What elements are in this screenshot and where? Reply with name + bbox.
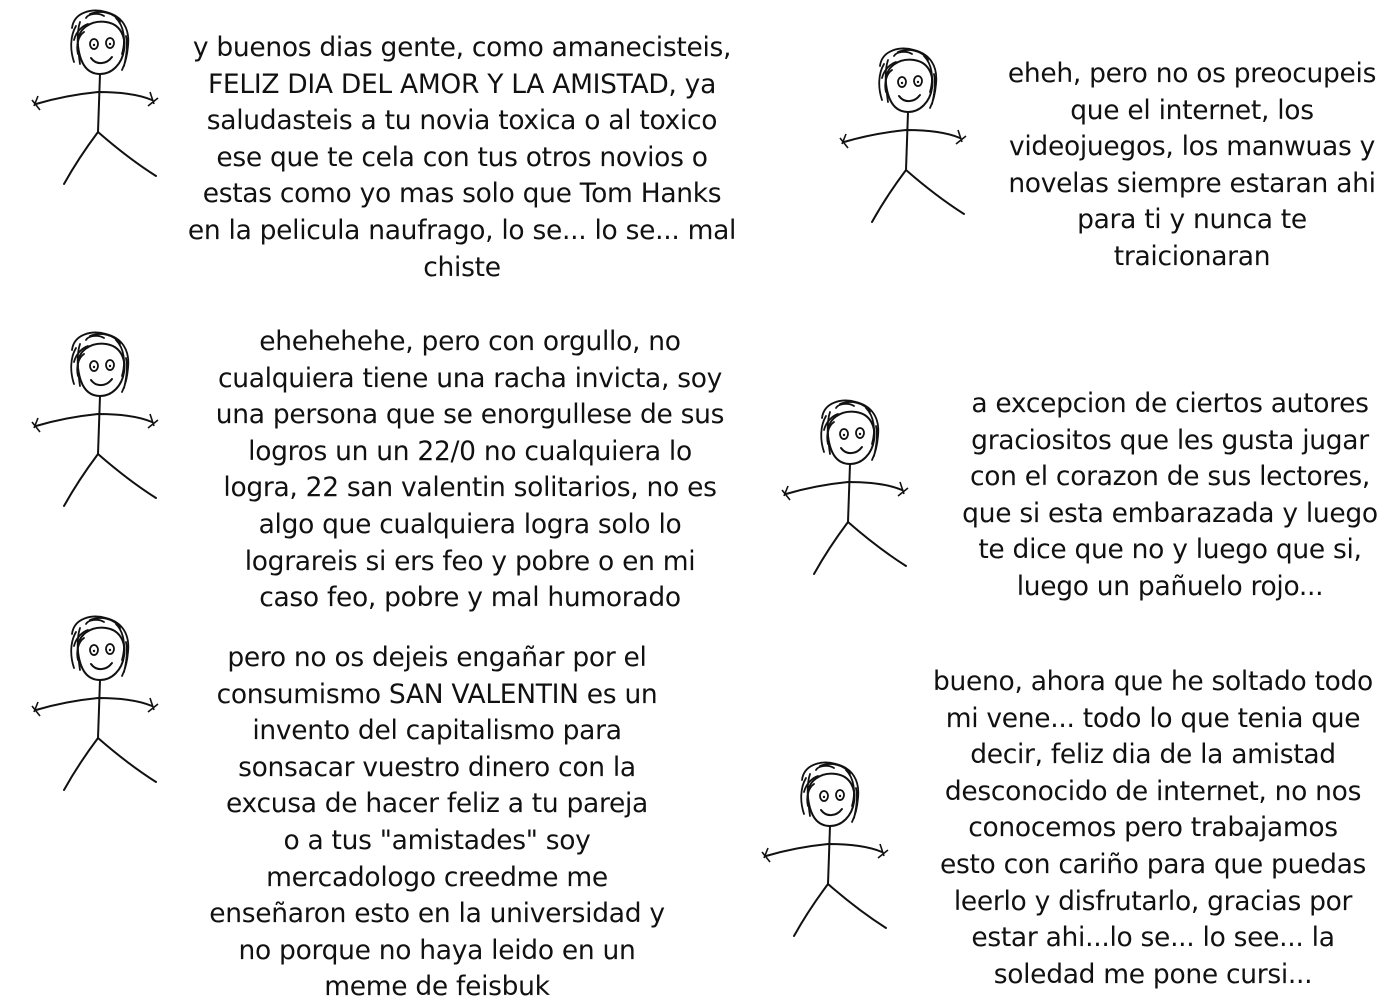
speech-text-5: pero no os dejeis engañar por el consumismo SAN VALENTIN es un invento del capitalismo para sonsacar vuestro dinero con la excusa de hacer feliz a tu pareja o a tus "amistades" soy mercadologo creedme me enseñaron esto en la universidad y no porque no haya leido en un meme de feisbuk — [209, 642, 665, 1003]
stick-figure-icon — [760, 758, 890, 938]
stick-figure-icon — [838, 44, 968, 224]
speech-text-3: ehehehehe, pero con orgullo, no cualquiera tiene una racha invicta, soy una persona que se enorgullese de sus logros un un 22/0 no cualquiera lo logra, 22 san valentin solitarios, no es algo que cualquiera logra solo lo lograreis si ers feo y pobre o en mi caso feo, pobre y mal humorado — [215, 326, 725, 614]
speech-text-6: bueno, ahora que he soltado todo mi vene... todo lo que tenia que decir, feliz dia de la amistad desconocido de internet, no nos conocemos pero trabajamos esto con cariño para que puedas leerlo y disfrutarlo, gracias por estar ahi...lo se... lo see... la soledad me pone cursi... — [933, 666, 1373, 990]
stick-figure-icon — [30, 328, 160, 508]
speech-text-1: y buenos dias gente, como amanecisteis, FELIZ DIA DEL AMOR Y LA AMISTAD, ya saludasteis a tu novia toxica o al toxico ese que te cela con tus otros novios o estas como yo mas solo que Tom Hanks en la pelicula naufrago, lo se... lo se... mal chiste — [187, 32, 737, 283]
stick-figure-icon — [30, 612, 160, 792]
speech-text-4: a excepcion de ciertos autores graciositos que les gusta jugar con el corazon de sus lectores, que si esta embarazada y luego te dice que no y luego que si, luego un pañuelo rojo... — [962, 388, 1378, 602]
stick-figure-icon — [30, 6, 160, 186]
speech-text-2: eheh, pero no os preocupeis que el internet, los videojuegos, los manwuas y novelas siempre estaran ahi para ti y nunca te traicionaran — [1007, 58, 1377, 272]
stick-figure-icon — [780, 396, 910, 576]
